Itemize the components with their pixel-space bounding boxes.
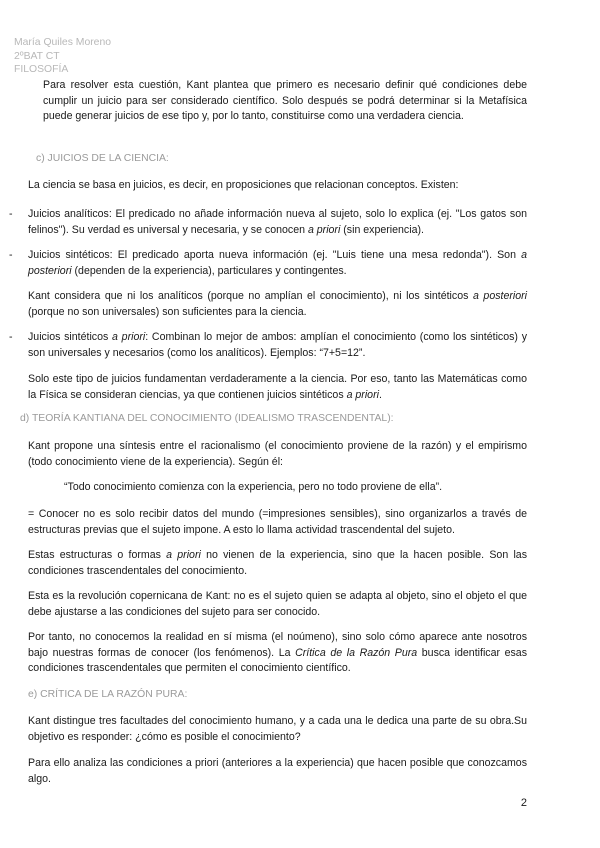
section-e-paragraph-1: Kant distingue tres facultades del conocimiento humano, y a cada una le dedica una parte de su obra.Su objetivo es responder: ¿cómo es posible el conocimiento?: [28, 715, 527, 743]
synthetic-judgments-item: Juicios sintéticos: El predicado aporta nueva información (ej. "Luis tiene una mesa redonda"). Son a posteriori (dependen de la experiencia), particulares y contingentes.: [28, 249, 527, 277]
page-header: [14, 36, 111, 77]
section-e-heading: e) CRÍTICA DE LA RAZÓN PURA:: [28, 689, 188, 700]
solo-este-paragraph: Solo este tipo de juicios fundamentan verdaderamente a la ciencia. Por eso, tanto las Matemáticas como la Física se consideran ciencias, ya que contienen juicios sintéticos a priori.: [28, 373, 527, 401]
header-author: María Quiles Moreno: [14, 37, 112, 48]
section-d-paragraph-1: Kant propone una síntesis entre el racionalismo (el conocimiento proviene de la razón) y el empirismo (todo conocimiento viene de la experiencia). Según él:: [28, 440, 527, 468]
intro-paragraph: Para resolver esta cuestión, Kant plantea que primero es necesario definir qué condiciones debe cumplir un juicio para ser considerado científico. Solo después se podrá determinar si la Metafísica puede generar juicios de ese tipo y, por lo tanto, constituirse como una verdadera ciencia.: [43, 79, 527, 123]
analytic-judgments-item: Juicios analíticos: El predicado no añade información nueva al sujeto, solo lo explica (ej. "Los gatos son felinos"). Su verdad es universal y necesaria, y se conocen a priori (sin experiencia).: [28, 208, 527, 236]
header-course: 2ºBAT CT: [14, 50, 60, 62]
kant-quote: “Todo conocimiento comienza con la experiencia, pero no todo proviene de ella”.: [64, 481, 443, 493]
section-d-paragraph-2: = Conocer no es solo recibir datos del mundo (=impresiones sensibles), sino organizarlos a través de estructuras previas que el sujeto impone. A esto lo llama actividad trascendental del sujeto.: [28, 508, 527, 536]
section-d-paragraph-5: Por tanto, no conocemos la realidad en sí misma (el noúmeno), sino solo cómo aparece ante nosotros bajo nuestras formas de conocer (los fenómenos). La Crítica de la Razón Pura busca identificar esas condiciones trascendentales que permiten el conocimiento científico.: [28, 631, 527, 675]
synthetic-apriori-item: Juicios sintéticos a priori: Combinan lo mejor de ambos: amplían el conocimiento (como los sintéticos) y son universales y necesarios (como los analíticos). Ejemplos: “7+5=12”.: [28, 331, 527, 359]
section-e-paragraph-2: Para ello analiza las condiciones a priori (anteriores a la experiencia) que hacen posible que conozcamos algo.: [28, 757, 527, 785]
section-c-intro: La ciencia se basa en juicios, es decir, en proposiciones que relacionan conceptos. Existen:: [28, 179, 459, 191]
page-number: 2: [520, 797, 527, 809]
bullet-marker: -: [9, 331, 13, 343]
section-d-paragraph-3: Estas estructuras o formas a priori no vienen de la experiencia, sino que la hacen posible. Son las condiciones trascendentales del conocimiento.: [28, 549, 527, 577]
section-d-heading: d) TEORÍA KANTIANA DEL CONOCIMIENTO (IDEALISMO TRASCENDENTAL):: [20, 413, 394, 424]
kant-considera-paragraph: Kant considera que ni los analíticos (porque no amplían el conocimiento), ni los sintéticos a posteriori (porque no son universales) son suficientes para la ciencia.: [28, 290, 527, 318]
header-subject: FILOSOFÍA: [14, 64, 69, 76]
bullet-marker: -: [9, 249, 13, 261]
bullet-marker: -: [9, 208, 13, 220]
section-c-heading: c) JUICIOS DE LA CIENCIA:: [36, 153, 169, 164]
section-d-paragraph-4: Esta es la revolución copernicana de Kant: no es el sujeto quien se adapta al objeto, sino el objeto el que debe ajustarse a las condiciones del sujeto para ser conocido.: [28, 590, 527, 618]
